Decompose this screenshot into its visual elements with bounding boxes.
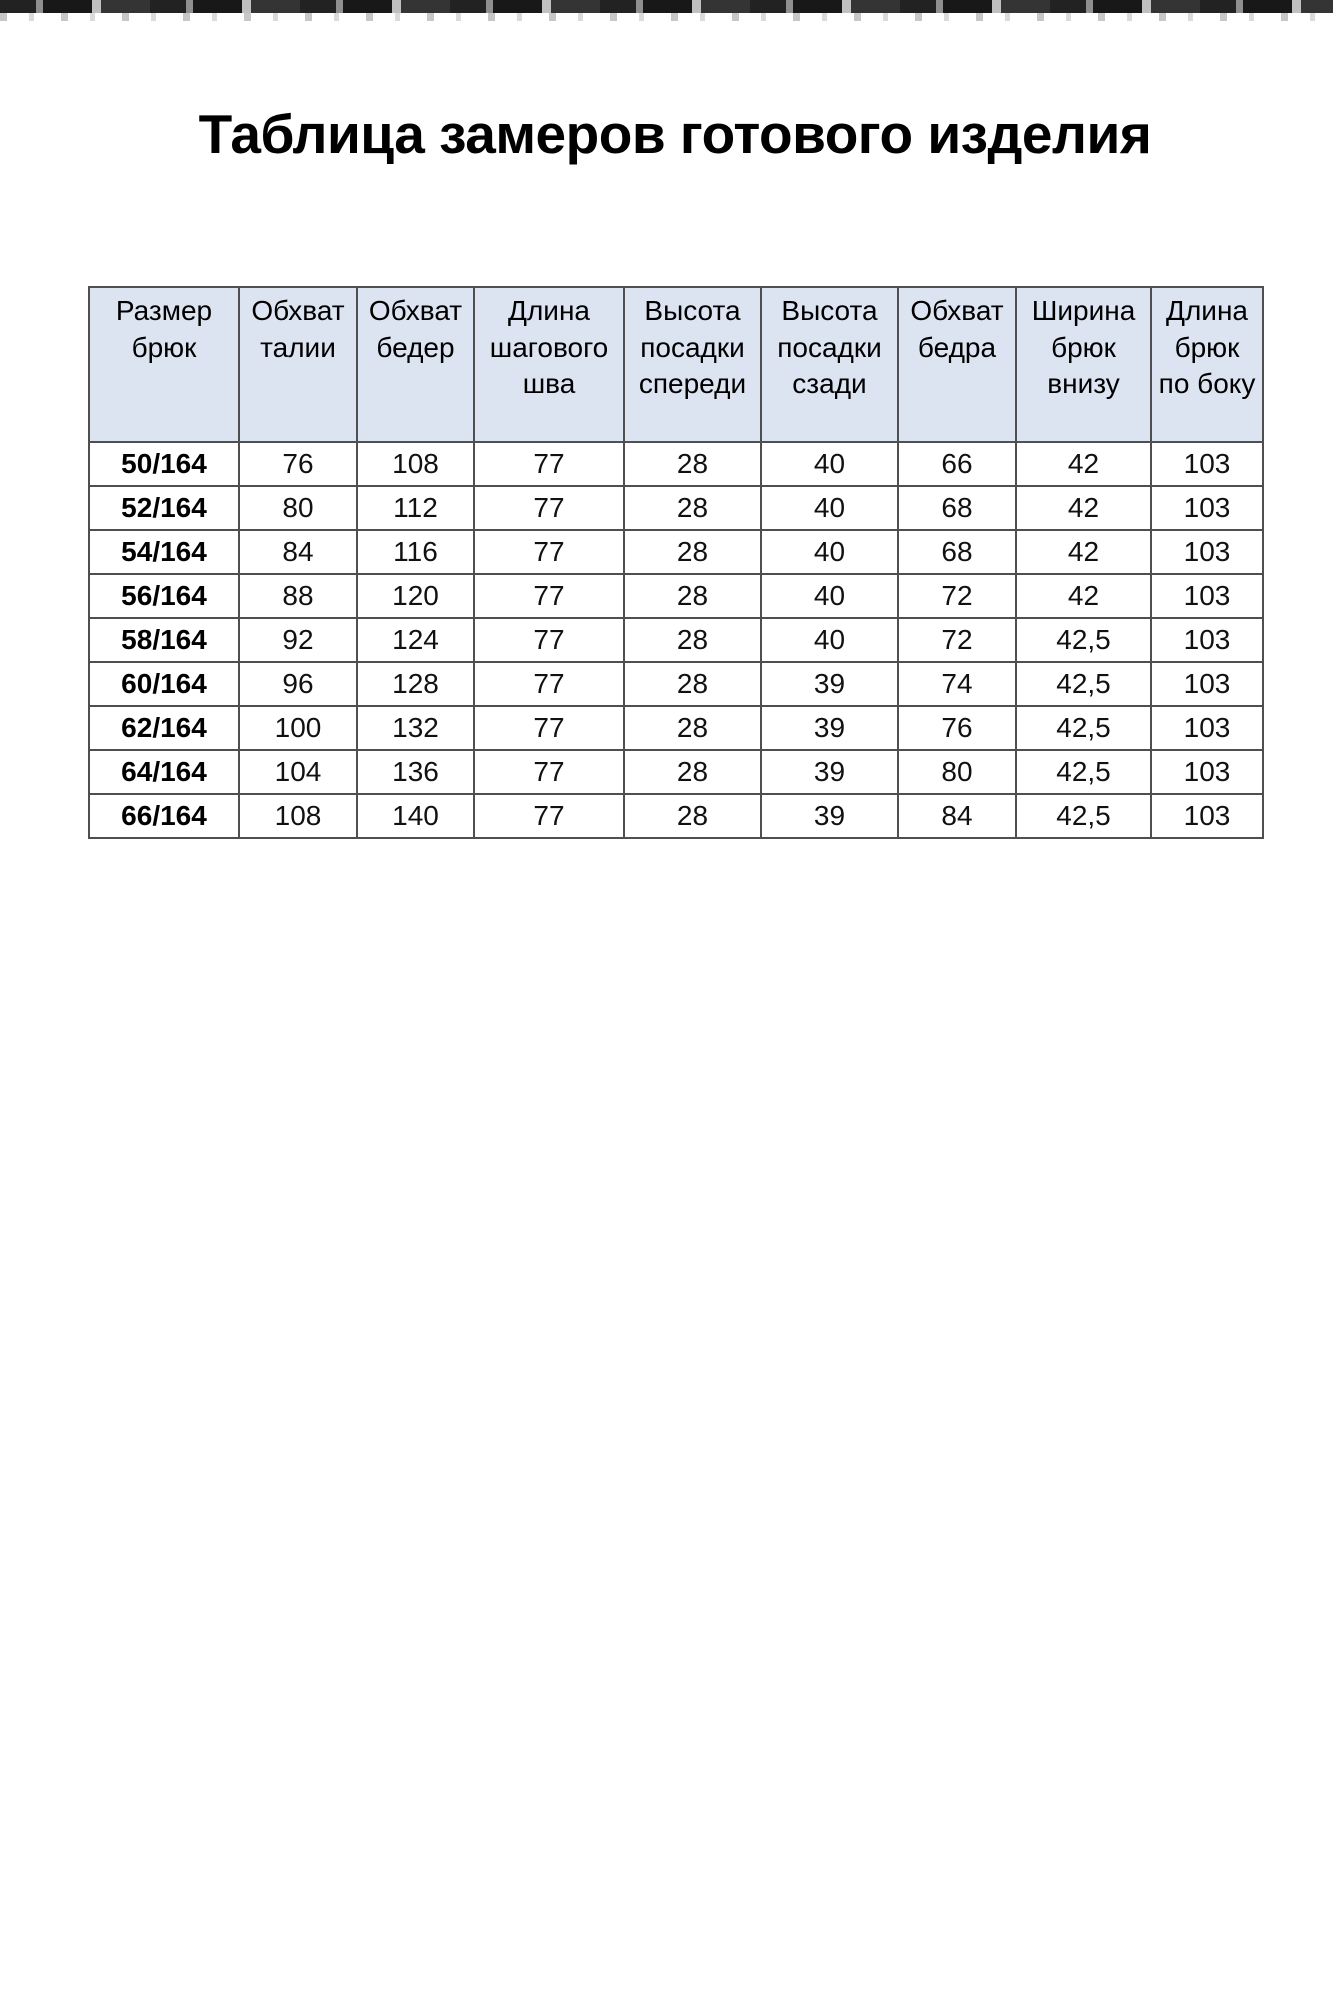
value-cell: 77 [474, 618, 624, 662]
value-cell: 76 [239, 442, 357, 486]
value-cell: 108 [239, 794, 357, 838]
value-cell: 84 [898, 794, 1016, 838]
column-header-4: Длина шагового шва [474, 287, 624, 442]
value-cell: 120 [357, 574, 474, 618]
value-cell: 100 [239, 706, 357, 750]
value-cell: 103 [1151, 442, 1263, 486]
value-cell: 40 [761, 618, 898, 662]
value-cell: 103 [1151, 530, 1263, 574]
value-cell: 76 [898, 706, 1016, 750]
size-cell: 52/164 [89, 486, 239, 530]
value-cell: 116 [357, 530, 474, 574]
value-cell: 68 [898, 530, 1016, 574]
value-cell: 74 [898, 662, 1016, 706]
value-cell: 68 [898, 486, 1016, 530]
table-header-row [89, 287, 1263, 442]
value-cell: 103 [1151, 794, 1263, 838]
value-cell: 42 [1016, 442, 1151, 486]
size-measurement-table [88, 286, 1264, 839]
value-cell: 77 [474, 574, 624, 618]
value-cell: 42,5 [1016, 750, 1151, 794]
table-row [89, 794, 1263, 838]
column-header-8: Ширина брюк внизу [1016, 287, 1151, 442]
value-cell: 28 [624, 662, 761, 706]
value-cell: 124 [357, 618, 474, 662]
value-cell: 28 [624, 618, 761, 662]
value-cell: 28 [624, 574, 761, 618]
value-cell: 140 [357, 794, 474, 838]
value-cell: 40 [761, 486, 898, 530]
value-cell: 39 [761, 706, 898, 750]
value-cell: 80 [239, 486, 357, 530]
column-header-6: Высота посадки сзади [761, 287, 898, 442]
value-cell: 103 [1151, 574, 1263, 618]
value-cell: 92 [239, 618, 357, 662]
value-cell: 77 [474, 794, 624, 838]
content-area [88, 0, 1262, 839]
value-cell: 39 [761, 794, 898, 838]
value-cell: 39 [761, 750, 898, 794]
value-cell: 42 [1016, 574, 1151, 618]
value-cell: 39 [761, 662, 898, 706]
value-cell: 28 [624, 442, 761, 486]
column-header-9: Длина брюк по боку [1151, 287, 1263, 442]
value-cell: 40 [761, 574, 898, 618]
size-cell: 64/164 [89, 750, 239, 794]
value-cell: 66 [898, 442, 1016, 486]
value-cell: 80 [898, 750, 1016, 794]
value-cell: 77 [474, 750, 624, 794]
value-cell: 103 [1151, 706, 1263, 750]
value-cell: 40 [761, 442, 898, 486]
value-cell: 42,5 [1016, 618, 1151, 662]
value-cell: 77 [474, 706, 624, 750]
value-cell: 128 [357, 662, 474, 706]
value-cell: 136 [357, 750, 474, 794]
value-cell: 72 [898, 618, 1016, 662]
value-cell: 132 [357, 706, 474, 750]
value-cell: 103 [1151, 662, 1263, 706]
value-cell: 77 [474, 486, 624, 530]
size-cell: 62/164 [89, 706, 239, 750]
column-header-7: Обхват бедра [898, 287, 1016, 442]
value-cell: 96 [239, 662, 357, 706]
size-cell: 54/164 [89, 530, 239, 574]
value-cell: 77 [474, 662, 624, 706]
table-row [89, 574, 1263, 618]
value-cell: 42,5 [1016, 706, 1151, 750]
column-header-2: Обхват талии [239, 287, 357, 442]
value-cell: 42,5 [1016, 662, 1151, 706]
value-cell: 40 [761, 530, 898, 574]
value-cell: 77 [474, 442, 624, 486]
table-row [89, 618, 1263, 662]
table-row [89, 486, 1263, 530]
column-header-5: Высота посадки спереди [624, 287, 761, 442]
value-cell: 72 [898, 574, 1016, 618]
value-cell: 103 [1151, 750, 1263, 794]
value-cell: 108 [357, 442, 474, 486]
table-row [89, 530, 1263, 574]
value-cell: 28 [624, 706, 761, 750]
value-cell: 103 [1151, 618, 1263, 662]
column-header-1: Размер брюк [89, 287, 239, 442]
value-cell: 88 [239, 574, 357, 618]
size-cell: 58/164 [89, 618, 239, 662]
value-cell: 42,5 [1016, 794, 1151, 838]
size-cell: 56/164 [89, 574, 239, 618]
value-cell: 28 [624, 750, 761, 794]
value-cell: 84 [239, 530, 357, 574]
column-header-3: Обхват бедер [357, 287, 474, 442]
value-cell: 42 [1016, 486, 1151, 530]
table-row [89, 442, 1263, 486]
size-cell: 66/164 [89, 794, 239, 838]
value-cell: 28 [624, 486, 761, 530]
value-cell: 112 [357, 486, 474, 530]
value-cell: 28 [624, 794, 761, 838]
page-title: Таблица замеров готового изделия [198, 103, 1152, 165]
value-cell: 77 [474, 530, 624, 574]
size-cell: 60/164 [89, 662, 239, 706]
value-cell: 28 [624, 530, 761, 574]
size-cell: 50/164 [89, 442, 239, 486]
table-row [89, 750, 1263, 794]
value-cell: 103 [1151, 486, 1263, 530]
table-row [89, 706, 1263, 750]
value-cell: 42 [1016, 530, 1151, 574]
table-row [89, 662, 1263, 706]
value-cell: 104 [239, 750, 357, 794]
